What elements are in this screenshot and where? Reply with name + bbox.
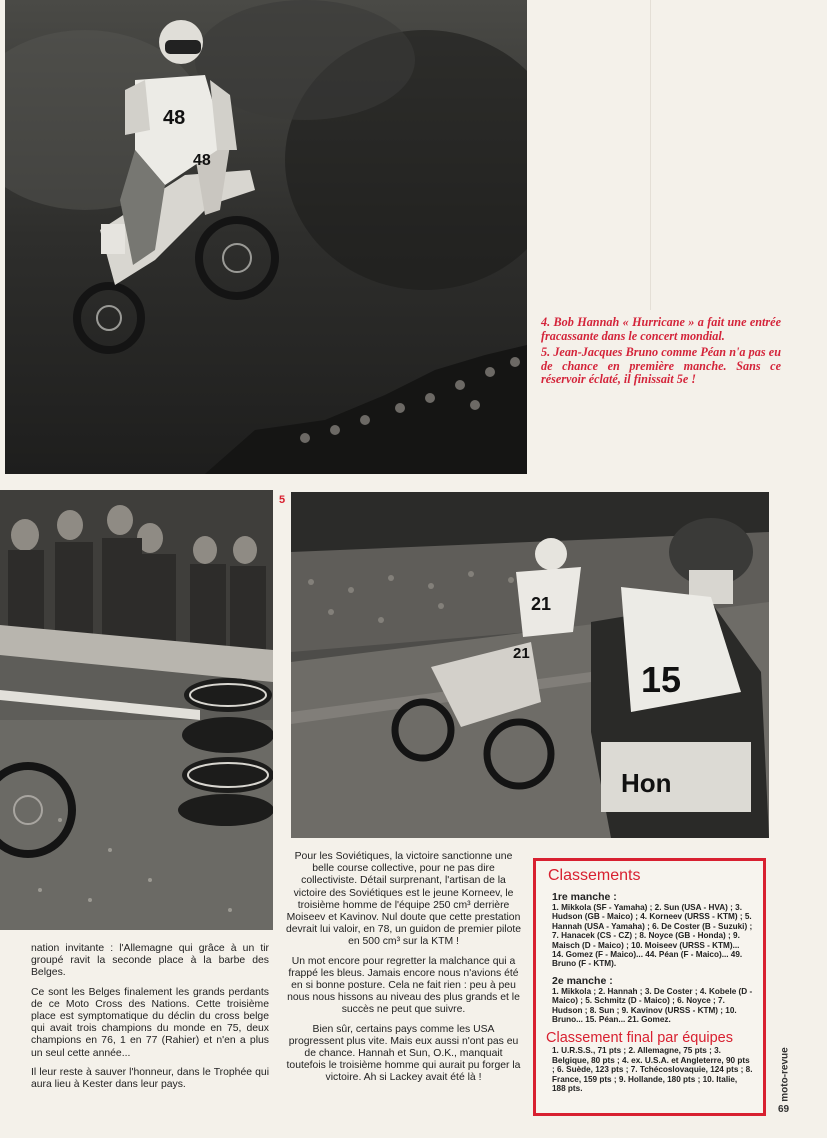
article-paragraph: Bien sûr, certains pays comme les USA progressent plus vite. Mais eux aussi n'ont pas eu de chance. Hannah et Sun, O.K., manquait toutefois le troisième homme qui aurait pu forger la victoire. Ah si Lackey avait été là ! [286, 1023, 521, 1084]
svg-text:48: 48 [193, 152, 211, 169]
results-title: Classements [548, 867, 641, 884]
photo-captions [541, 316, 781, 390]
caption-5: 5. Jean-Jacques Bruno comme Péan n'a pas eu de chance en première manche. Sans ce réservoir éclaté, il finissait 5e ! [541, 345, 781, 387]
magazine-name-text: moto-revue [779, 1046, 791, 1102]
article-column-middle [285, 851, 522, 1092]
svg-text:21: 21 [531, 594, 552, 614]
page-fold-line [650, 0, 651, 310]
photo-hannah-jump [5, 0, 527, 474]
article-column-left [31, 943, 269, 1098]
article-paragraph: Il leur reste à sauver l'honneur, dans le Trophée qui aura lieu à Kester dans leur pays. [31, 1066, 269, 1091]
magazine-name [778, 1034, 792, 1114]
svg-text:48: 48 [163, 107, 186, 129]
results-box [533, 858, 766, 1116]
article-paragraph: Un mot encore pour regretter la malchance qui a frappé les bleus. Jamais encore nous n'avions été en si bonne posture. Cela ne fait rien : peu à peu nous nous hissons au niveau des plus grands et le succès ne peut que suivre. [287, 955, 520, 1016]
page-number: 69 [778, 1104, 790, 1115]
article-paragraph: nation invitante : l'Allemagne qui grâce à un tir groupé ravit la seconde place à la barbe des Belges. [31, 943, 269, 979]
manche2-heading: 2e manche : [552, 974, 613, 987]
manche1-results: 1. Mikkola (SF - Yamaha) ; 2. Sun (USA - HVA) ; 3. Hudson (GB - Maico) ; 4. Korneev (URSS - KTM) ; 5. Hannah (USA - Yamaha) ; 6. De Coster (B - Suzuki) ; 7. Hanacek (CS - CZ) ; 8. Noyce (GB - Honda) ; 9. Maisch (D - Maico) ; 10. Moiseev (URSS - KTM)... 14. Gomez (F - Maico)... 44. Péan (F - Maico)... 49. Bruno (F - KTM). [552, 903, 753, 969]
team-ranking-title: Classement final par équipes [546, 1030, 733, 1047]
svg-text:15: 15 [641, 659, 682, 700]
manche2-results: 1. Mikkola ; 2. Hannah ; 3. De Coster ; 4. Kobele (D - Maico) ; 5. Schmitz (D - Maico) ; 6. Noyce ; 7. Hudson ; 8. Sun ; 9. Kavinov (URSS - KTM) ; 10. Bruno... 15. Péan... 21. Gomez. [552, 986, 753, 1025]
manche1-heading: 1re manche : [552, 891, 617, 903]
caption-4: 4. Bob Hannah « Hurricane » a fait une entrée fracassante dans le concert mondial. [541, 315, 781, 343]
svg-text:21: 21 [513, 645, 530, 662]
photo-crowd-fence [0, 490, 273, 930]
article-paragraph: Pour les Soviétiques, la victoire sanctionne une belle course collective, pour ne pas dire collectiviste. Détail surprenant, l'artisan de la victoire des Soviétiques est le jeune Korneev, le troisième homme de l'équipe 250 cm³ derrière Moiseev et Kavinov. Nul doute que cette prestation devrait lui valoir, en 78, un guidon de premier pilote en 500 cm³ sur la KTM ! [285, 851, 522, 948]
article-paragraph: Ce sont les Belges finalement les grands perdants de ce Moto Cross des Nations. Cette troisième place est symptomatique du déclin du cross belge qui avait trois champions du monde en 75, deux champions en 76, 1 en 77 (Rahier) et n'en a plus un seul cette année... [31, 986, 269, 1059]
svg-text:Hon: Hon [621, 768, 672, 798]
photo-bruno-race [291, 492, 769, 838]
photo-number: 5 [279, 494, 286, 506]
team-ranking-results: 1. U.R.S.S., 71 pts ; 2. Allemagne, 75 pts ; 3. Belgique, 80 pts ; 4. ex. U.S.A. et Angleterre, 90 pts ; 6. Suède, 123 pts ; 7. Tchécoslovaquie, 124 pts ; 8. France, 159 pts ; 9. Hollande, 180 pts ; 10. Italie, 188 pts. [552, 1046, 753, 1094]
